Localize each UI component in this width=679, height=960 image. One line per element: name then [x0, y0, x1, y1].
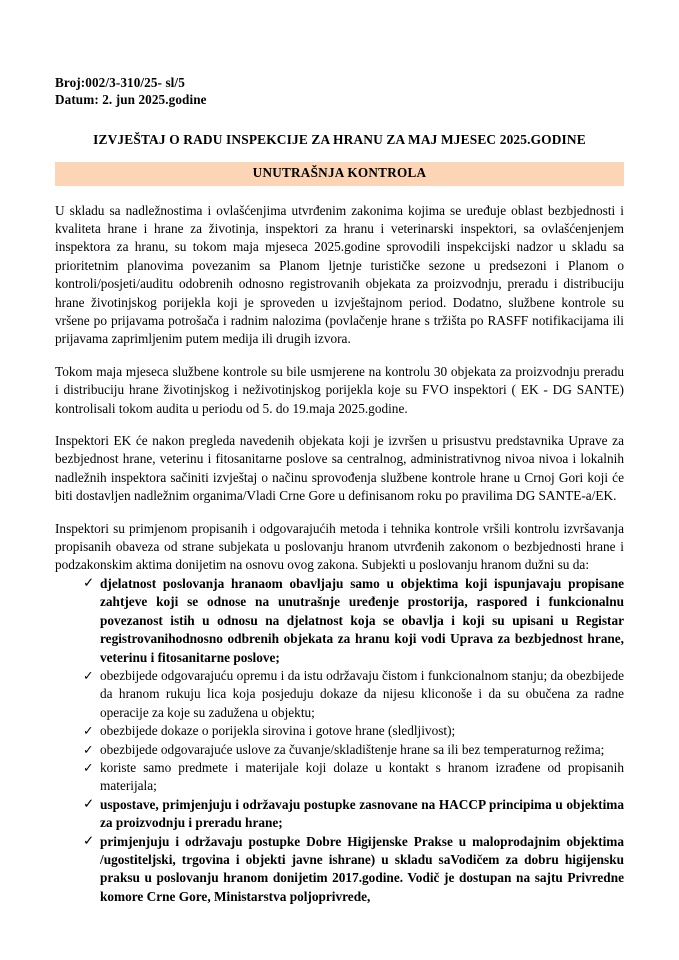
check-icon: ✓ [83, 723, 94, 739]
obligations-checklist [55, 575, 624, 906]
paragraph-may-inspections: Tokom maja mjeseca službene kontrole su bile usmjerene na kontrolu 30 objekata za proizvodnju preradu i distribuciju hrane životinjskog i neživotinjskog porijekla koje su FVO inspektori ( EK - DG SANTE) kontrolisali tokom audita u periodu od 5. do 19.maja 2025.godine. [55, 363, 624, 416]
reference-number: Broj:002/3-310/25- sl/5 [55, 75, 185, 90]
list-item [55, 833, 624, 907]
document-date: Datum: 2. jun 2025.godine [55, 92, 207, 108]
list-item-text: uspostave, primjenjuju i održavaju postupke zasnovane na HACCP principima u objektima za proizvodnju i preradu hrane; [100, 796, 624, 831]
check-icon: ✓ [83, 759, 94, 775]
letterhead [55, 0, 624, 108]
list-item-text: primjenjuju i održavaju postupke Dobre Higijenske Prakse u maloprodajnim objektima /ugostiteljski, trgovina i objekti javne ishrane) u skladu saVodičem za dobru higijensku praksu u poslovanju hranom donijetim 2017.godine. Vodič je dostupan na sajtu Privredne komore Crne Gore, Ministarstva poljoprivrede, [100, 833, 624, 904]
list-item [55, 741, 624, 759]
check-icon: ✓ [83, 575, 95, 591]
list-item [55, 667, 624, 722]
list-item-text: obezbijede odgovarajuće uslove za čuvanje/skladištenje hrane sa ili bez temperaturnog režima; [100, 741, 605, 757]
check-icon: ✓ [83, 796, 95, 812]
paragraph-ek-report: Inspektori EK će nakon pregleda navedenih objekata koji je izvršen u prisustvu predstavnika Uprave za bezbjednost hrane, veterinu i fitosanitarne poslove sa centralnog, administrativnog nivoa nivoa i lokalnih nadležnih inspektora sačiniti izvještaj o načinu sprovođenja službene kontrole hrane u Crnoj Gori koji će biti dostavljen nadležnim organima/Vladi Crne Gore u definisanom roku po pravilima DG SANTE-a/EK. [55, 433, 624, 504]
list-item-text: obezbijede dokaze o porijekla sirovina i gotove hrane (sledljivost); [100, 723, 456, 739]
list-item-text: djelatnost poslovanja hranaom obavljaju samo u objektima koji ispunjavaju propisane zahtjeve koji se odnose na unutrašnje uređenje prostorija, raspored i funkcionalnu povezanost istih u odnosu na djelatnost koja se obavlja i koji su upisani u Registar registrovanihodnosno odbrenih objekata za hranu koji vodi Uprava za bezbjednost hrane, veterinu i fitosanitarne poslove; [100, 575, 624, 665]
list-item [55, 575, 624, 667]
list-item-text: koriste samo predmete i materijale koji dolaze u kontakt s hranom izrađene od propisanih materijala; [100, 759, 624, 794]
check-icon: ✓ [83, 667, 94, 683]
paragraph-scope-of-control: U skladu sa nadležnostima i ovlašćenjima utvrđenim zakonima kojima se uređuje oblast bezbjednosti i kvaliteta hrane i hrane za životinja, inspektori za hranu i veterinarski inspektori, sa ovlašćenjenjem inspektora za hranu, su tokom maja mjeseca 2025.godine sprovodili inspekcijski nadzor u skladu sa prioritetnim planovima povezanim sa Planom ljetnje turističke sezone u predsezoni i Planom o kontroli/posjeti/auditu odobrenih odnosno registrovanih objekata za proizvodnju, preradu i distribuciju hrane životinjskog porijekla koji je sproveden u izvještajnom period. Dodatno, službene kontrole su vršene po prijavama potrošača i radnim nalozima (povlačenje hrane s tržišta po RASFF notifikacijama ili prijavama zaprimljenim putem medija ili drugih izvora. [55, 202, 624, 347]
check-icon: ✓ [83, 741, 94, 757]
list-item [55, 796, 624, 833]
list-item [55, 759, 624, 796]
list-item-text: obezbijede odgovarajuću opremu i da istu održavaju čistom i funkcionalnom stanju; da obezbijede da hranom rukuju lica koja posjeduju dokaze da nijesu kliconoše i da su obučena za radne operacije za koje su zadužena u objektu; [100, 667, 624, 720]
section-heading-internal-control: UNUTRAŠNJA KONTROLA [55, 162, 624, 186]
check-icon: ✓ [83, 833, 95, 849]
list-item [55, 722, 624, 740]
page-title: IZVJEŠTAJ O RADU INSPEKCIJE ZA HRANU ZA MAJ MJESEC 2025.GODINE [93, 132, 586, 148]
paragraph-obligations-intro: Inspektori su primjenom propisanih i odgovarajućih metoda i tehnika kontrole vršili kontrolu izvršavanja propisanih obaveza od strane subjekata u poslovanju hranom utvrđenih zakonom o bezbjednosti hrane i podzakonskim aktima donijetim na osnovu ovog zakona. Subjekti u poslovanju hranom dužni su da: [55, 520, 624, 573]
